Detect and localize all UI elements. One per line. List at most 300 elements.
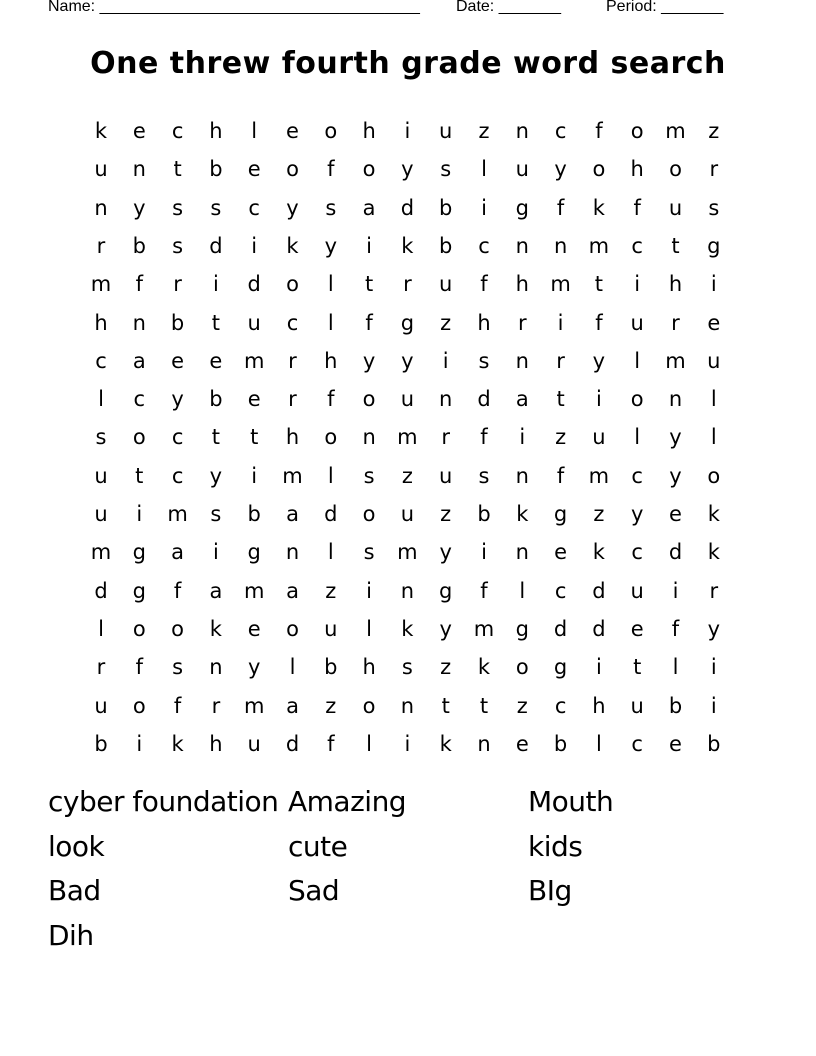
grid-letter[interactable]: z [440, 310, 452, 335]
word-list-item: look [48, 829, 105, 863]
grid-letter[interactable]: m [167, 502, 188, 526]
grid-letter[interactable]: l [327, 272, 334, 297]
grid-letter[interactable]: b [132, 233, 146, 258]
grid-letter[interactable]: r [709, 157, 719, 182]
grid-letter[interactable]: t [211, 310, 220, 335]
grid-letter[interactable]: m [397, 540, 418, 565]
grid-letter[interactable]: u [592, 425, 606, 450]
grid-letter[interactable]: g [439, 578, 453, 603]
grid-letter[interactable]: h [630, 157, 644, 182]
grid-letter[interactable]: u [94, 157, 108, 182]
grid-letter[interactable]: e [554, 540, 568, 565]
grid-letter[interactable]: k [707, 502, 720, 526]
grid-letter[interactable]: g [707, 233, 721, 258]
grid-letter[interactable]: y [554, 157, 567, 182]
grid-letter[interactable]: l [251, 119, 258, 143]
grid-letter[interactable]: y [592, 348, 606, 373]
grid-letter[interactable]: o [362, 502, 376, 526]
grid-letter[interactable]: e [286, 119, 299, 143]
grid-letter[interactable]: o [362, 693, 376, 718]
grid-letter[interactable]: i [404, 731, 411, 756]
grid-letter[interactable]: r [517, 310, 527, 335]
grid-letter[interactable]: z [325, 693, 337, 718]
grid-letter[interactable]: a [171, 540, 185, 565]
grid-letter[interactable]: e [247, 387, 261, 412]
grid-letter[interactable]: e [209, 348, 223, 373]
grid-letter[interactable]: u [439, 119, 453, 143]
grid-letter[interactable]: k [592, 540, 605, 565]
grid-letter[interactable]: t [594, 272, 603, 297]
grid-letter[interactable]: y [669, 425, 682, 450]
grid-letter[interactable]: i [519, 425, 526, 450]
grid-letter[interactable]: n [132, 310, 146, 335]
grid-letter[interactable]: t [633, 655, 642, 680]
grid-letter[interactable]: c [133, 387, 146, 412]
grid-letter[interactable]: d [668, 540, 683, 565]
grid-letter[interactable]: z [478, 119, 490, 143]
grid-letter[interactable]: c [554, 693, 567, 718]
grid-letter[interactable]: e [247, 616, 261, 641]
grid-letter[interactable]: b [439, 195, 453, 220]
period-field[interactable]: Period: _______ [606, 0, 724, 15]
grid-letter[interactable]: n [285, 540, 300, 565]
word-list-item: cyber foundation [48, 785, 279, 818]
grid-letter[interactable]: f [480, 425, 488, 450]
grid-letter[interactable]: r [96, 233, 106, 258]
grid-letter[interactable]: l [634, 348, 641, 373]
grid-letter[interactable]: n [515, 233, 529, 258]
grid-letter[interactable]: g [553, 655, 568, 680]
grid-letter[interactable]: u [668, 195, 683, 220]
grid-letter[interactable]: m [243, 348, 265, 373]
grid-letter[interactable]: u [515, 157, 529, 182]
grid-letter[interactable]: c [631, 540, 643, 565]
grid-letter[interactable]: o [707, 463, 721, 488]
grid-letter[interactable]: l [519, 578, 526, 603]
grid-letter[interactable]: n [515, 119, 529, 143]
grid-letter[interactable]: b [209, 157, 223, 182]
grid-letter[interactable]: l [366, 616, 373, 641]
grid-letter[interactable]: h [515, 272, 529, 297]
grid-letter[interactable]: y [669, 463, 682, 488]
grid-letter[interactable]: f [173, 693, 182, 718]
grid-letter[interactable]: d [553, 616, 568, 641]
grid-letter[interactable]: f [671, 616, 680, 641]
grid-letter[interactable]: h [362, 655, 376, 680]
grid-letter[interactable]: a [515, 387, 529, 412]
grid-letter[interactable]: f [327, 157, 335, 182]
grid-letter[interactable]: s [478, 463, 490, 488]
grid-letter[interactable]: l [710, 387, 717, 412]
grid-letter[interactable]: n [668, 387, 683, 412]
grid-letter[interactable]: i [710, 655, 717, 680]
grid-letter[interactable]: d [247, 272, 261, 297]
grid-letter[interactable]: o [171, 616, 185, 641]
grid-letter[interactable]: h [477, 310, 491, 335]
grid-letter[interactable]: u [94, 693, 108, 718]
word-list-item: Mouth [528, 785, 614, 818]
grid-letter[interactable]: k [209, 616, 222, 641]
grid-letter[interactable]: t [364, 272, 374, 297]
grid-letter[interactable]: a [286, 693, 299, 718]
grid-letter[interactable]: c [631, 731, 643, 756]
grid-letter[interactable]: i [710, 272, 717, 297]
grid-letter[interactable]: l [289, 655, 296, 680]
grid-letter[interactable]: u [247, 310, 261, 335]
grid-letter[interactable]: c [248, 195, 260, 220]
grid-letter[interactable]: g [400, 310, 415, 335]
grid-letter[interactable]: r [288, 348, 297, 373]
grid-letter[interactable]: u [439, 463, 453, 488]
grid-letter[interactable]: t [211, 425, 220, 450]
student-info-header [48, 0, 748, 20]
grid-letter[interactable]: o [286, 272, 299, 297]
grid-letter[interactable]: s [478, 348, 490, 373]
grid-letter[interactable]: y [439, 540, 452, 565]
grid-letter[interactable]: k [592, 195, 605, 220]
grid-letter[interactable]: h [285, 425, 300, 450]
grid-letter[interactable]: l [327, 540, 334, 565]
grid-letter[interactable]: y [707, 616, 721, 641]
grid-letter[interactable]: d [400, 195, 415, 220]
grid-letter[interactable]: i [366, 578, 373, 603]
grid-letter[interactable]: e [707, 310, 721, 335]
grid-letter[interactable]: e [132, 119, 146, 143]
grid-letter[interactable]: z [401, 463, 413, 488]
grid-letter[interactable]: s [363, 463, 375, 488]
grid-letter[interactable]: n [132, 157, 146, 182]
grid-letter[interactable]: h [324, 348, 338, 373]
grid-letter[interactable]: u [630, 578, 644, 603]
grid-letter[interactable]: g [132, 578, 146, 603]
grid-letter[interactable]: f [327, 387, 335, 412]
grid-letter[interactable]: m [243, 578, 265, 603]
grid-letter[interactable]: m [588, 463, 610, 488]
grid-letter[interactable]: a [286, 578, 299, 603]
grid-letter[interactable]: z [516, 693, 528, 718]
grid-letter[interactable]: z [593, 502, 605, 526]
grid-letter[interactable]: r [288, 387, 297, 412]
grid-letter[interactable]: u [247, 731, 261, 756]
grid-letter[interactable]: o [592, 157, 606, 182]
grid-letter[interactable]: o [324, 119, 338, 143]
word-list-item: Dih [48, 918, 94, 952]
grid-letter[interactable]: y [362, 348, 376, 373]
grid-letter[interactable]: f [595, 119, 603, 143]
grid-letter[interactable]: l [710, 425, 717, 450]
grid-letter[interactable]: h [94, 310, 108, 335]
grid-letter[interactable]: b [247, 502, 261, 526]
grid-letter[interactable]: y [209, 463, 223, 488]
grid-letter[interactable]: h [592, 693, 606, 718]
grid-letter[interactable]: g [247, 540, 261, 565]
grid-letter[interactable]: e [669, 502, 682, 526]
grid-letter[interactable]: n [400, 693, 415, 718]
grid-letter[interactable]: m [550, 272, 571, 297]
grid-letter[interactable]: m [473, 616, 495, 641]
grid-letter[interactable]: d [592, 578, 606, 603]
grid-letter[interactable]: s [401, 655, 413, 680]
grid-letter[interactable]: i [557, 310, 564, 335]
grid-letter[interactable]: a [362, 195, 376, 220]
grid-letter[interactable]: r [556, 348, 565, 373]
grid-letter[interactable]: l [98, 616, 104, 641]
grid-letter[interactable]: s [172, 195, 184, 220]
grid-letter[interactable]: a [132, 348, 146, 373]
grid-letter[interactable]: d [285, 731, 300, 756]
grid-letter[interactable]: o [630, 387, 644, 412]
grid-letter[interactable]: b [324, 655, 338, 680]
grid-letter[interactable]: e [171, 348, 185, 373]
grid-letter[interactable]: t [441, 693, 450, 718]
grid-letter[interactable]: n [400, 578, 415, 603]
grid-letter[interactable]: b [477, 502, 491, 526]
grid-letter[interactable]: g [515, 195, 529, 220]
grid-letter[interactable]: s [172, 655, 184, 680]
grid-letter[interactable]: f [633, 195, 641, 220]
grid-letter[interactable]: b [707, 731, 721, 756]
grid-letter[interactable]: u [94, 463, 108, 488]
grid-letter[interactable]: b [553, 731, 568, 756]
grid-letter[interactable]: y [324, 233, 338, 258]
grid-letter[interactable]: t [556, 387, 565, 412]
grid-letter[interactable]: r [96, 655, 106, 680]
grid-letter[interactable]: f [595, 310, 603, 335]
grid-letter[interactable]: o [515, 655, 529, 680]
grid-letter[interactable]: s [440, 157, 452, 182]
grid-letter[interactable]: l [595, 731, 602, 756]
grid-letter[interactable]: i [481, 195, 487, 220]
grid-letter[interactable]: i [212, 272, 219, 297]
grid-letter[interactable]: g [515, 616, 529, 641]
grid-letter[interactable]: s [95, 425, 107, 450]
grid-letter[interactable]: r [441, 425, 450, 450]
grid-letter[interactable]: n [515, 540, 529, 565]
grid-letter[interactable]: f [480, 272, 488, 297]
grid-letter[interactable]: r [403, 272, 412, 297]
grid-letter[interactable]: a [209, 578, 223, 603]
grid-letter[interactable]: t [135, 463, 144, 488]
grid-letter[interactable]: t [250, 425, 259, 450]
grid-letter[interactable]: c [286, 310, 299, 335]
grid-letter[interactable]: c [95, 348, 107, 373]
grid-letter[interactable]: l [672, 655, 679, 680]
date-field[interactable]: Date: _______ [456, 0, 561, 15]
grid-letter[interactable]: m [665, 348, 686, 373]
grid-letter[interactable]: l [327, 310, 334, 335]
grid-letter[interactable]: z [440, 502, 452, 526]
grid-letter[interactable]: u [94, 502, 108, 526]
grid-letter[interactable]: c [631, 463, 643, 488]
grid-letter[interactable]: n [515, 348, 529, 373]
grid-letter[interactable]: u [707, 348, 721, 373]
grid-letter[interactable]: b [668, 693, 683, 718]
grid-letter[interactable]: y [401, 157, 414, 182]
grid-letter[interactable]: o [630, 119, 644, 143]
grid-letter[interactable]: r [173, 272, 182, 297]
grid-letter[interactable]: s [210, 195, 222, 220]
grid-letter[interactable]: i [634, 272, 641, 297]
grid-letter[interactable]: k [439, 731, 452, 756]
word-list-item: Amazing [288, 785, 407, 818]
grid-letter[interactable]: o [132, 693, 146, 718]
grid-letter[interactable]: b [209, 387, 223, 412]
grid-letter[interactable]: u [324, 616, 338, 641]
grid-letter[interactable]: l [366, 731, 373, 756]
grid-letter[interactable]: s [325, 195, 337, 220]
grid-letter[interactable]: m [282, 463, 303, 488]
grid-letter[interactable]: k [94, 119, 108, 143]
grid-letter[interactable]: k [707, 540, 720, 565]
grid-letter[interactable]: c [171, 119, 184, 143]
grid-letter[interactable]: l [481, 157, 487, 182]
grid-letter[interactable]: y [171, 387, 184, 412]
grid-letter[interactable]: d [94, 578, 108, 603]
grid-letter[interactable]: i [442, 348, 449, 373]
grid-letter[interactable]: i [251, 463, 258, 488]
grid-letter[interactable]: i [672, 578, 679, 603]
grid-letter[interactable]: t [671, 233, 680, 258]
grid-letter[interactable]: g [132, 540, 146, 565]
grid-letter[interactable]: u [630, 310, 644, 335]
grid-letter[interactable]: c [478, 233, 490, 258]
word-list-item: Bad [48, 874, 101, 907]
grid-letter[interactable]: d [592, 616, 606, 641]
grid-letter[interactable]: h [362, 119, 376, 143]
grid-letter[interactable]: t [479, 693, 489, 718]
grid-letter[interactable]: r [709, 578, 719, 603]
grid-letter[interactable]: n [94, 195, 108, 220]
grid-letter[interactable]: f [556, 195, 565, 220]
grid-letter[interactable]: c [171, 425, 184, 450]
grid-letter[interactable]: c [631, 233, 643, 258]
grid-letter[interactable]: y [286, 195, 299, 220]
grid-letter[interactable]: y [439, 616, 452, 641]
grid-letter[interactable]: c [171, 463, 184, 488]
grid-letter[interactable]: e [669, 731, 682, 756]
grid-letter[interactable]: z [325, 578, 337, 603]
grid-letter[interactable]: i [251, 233, 258, 258]
grid-letter[interactable]: n [362, 425, 376, 450]
grid-letter[interactable]: s [172, 233, 184, 258]
grid-letter[interactable]: s [363, 540, 375, 565]
grid-letter[interactable]: b [439, 233, 453, 258]
grid-letter[interactable]: y [630, 502, 644, 526]
grid-letter[interactable]: h [209, 731, 223, 756]
grid-letter[interactable]: n [477, 731, 491, 756]
grid-letter[interactable]: e [247, 157, 261, 182]
grid-letter[interactable]: u [400, 502, 415, 526]
grid-letter[interactable]: n [553, 233, 568, 258]
grid-letter[interactable]: s [708, 195, 720, 220]
grid-letter[interactable]: t [173, 157, 182, 182]
grid-letter[interactable]: c [554, 119, 567, 143]
grid-letter[interactable]: e [515, 731, 529, 756]
grid-letter[interactable]: i [366, 233, 373, 258]
grid-letter[interactable]: u [630, 693, 644, 718]
grid-letter[interactable]: i [595, 387, 602, 412]
grid-letter[interactable]: i [136, 731, 143, 756]
grid-letter[interactable]: f [327, 731, 335, 756]
grid-letter[interactable]: f [135, 655, 143, 680]
grid-letter[interactable]: o [362, 387, 376, 412]
grid-letter[interactable]: o [132, 616, 146, 641]
grid-letter[interactable]: k [171, 731, 184, 756]
grid-letter[interactable]: d [209, 233, 223, 258]
grid-letter[interactable]: z [555, 425, 567, 450]
grid-letter[interactable]: r [671, 310, 680, 335]
grid-letter[interactable]: h [668, 272, 683, 297]
grid-letter[interactable]: m [243, 693, 265, 718]
grid-letter[interactable]: i [595, 655, 602, 680]
grid-letter[interactable]: e [630, 616, 644, 641]
grid-letter[interactable]: o [132, 425, 146, 450]
grid-letter[interactable]: m [90, 540, 112, 565]
grid-letter[interactable]: k [516, 502, 529, 526]
grid-letter[interactable]: o [324, 425, 338, 450]
grid-letter[interactable]: f [135, 272, 143, 297]
grid-letter[interactable]: m [90, 272, 112, 297]
grid-letter[interactable]: i [212, 540, 219, 565]
grid-letter[interactable]: d [477, 387, 491, 412]
grid-letter[interactable]: k [286, 233, 299, 258]
grid-letter[interactable]: g [553, 502, 568, 526]
grid-letter[interactable]: n [439, 387, 453, 412]
grid-letter[interactable]: f [365, 310, 373, 335]
grid-letter[interactable]: l [327, 463, 334, 488]
grid-letter[interactable]: f [480, 578, 488, 603]
grid-letter[interactable]: a [286, 502, 299, 526]
grid-letter[interactable]: y [247, 655, 261, 680]
grid-letter[interactable]: k [477, 655, 491, 680]
grid-letter[interactable]: c [554, 578, 567, 603]
grid-letter[interactable]: o [669, 157, 682, 182]
grid-letter[interactable]: u [400, 387, 415, 412]
grid-letter[interactable]: s [210, 502, 222, 526]
grid-letter[interactable]: i [710, 693, 717, 718]
grid-letter[interactable]: f [556, 463, 565, 488]
grid-letter[interactable]: l [634, 425, 641, 450]
grid-letter[interactable]: m [665, 119, 686, 143]
grid-letter[interactable]: r [211, 693, 221, 718]
grid-letter[interactable]: n [515, 463, 529, 488]
grid-letter[interactable]: m [397, 425, 418, 450]
name-field[interactable]: Name: ____________________________________ [48, 0, 420, 15]
grid-letter[interactable]: y [401, 348, 414, 373]
grid-letter[interactable]: i [404, 119, 411, 143]
grid-letter[interactable]: i [136, 502, 143, 526]
grid-letter[interactable]: n [209, 655, 223, 680]
grid-letter[interactable]: o [286, 157, 299, 182]
grid-letter[interactable]: d [324, 502, 338, 526]
grid-letter[interactable]: f [173, 578, 182, 603]
grid-letter[interactable]: b [170, 310, 185, 335]
grid-letter[interactable]: k [401, 233, 414, 258]
grid-letter[interactable]: y [133, 195, 146, 220]
grid-letter[interactable]: i [481, 540, 487, 565]
grid-letter[interactable]: z [440, 655, 452, 680]
grid-letter[interactable]: o [286, 616, 299, 641]
grid-letter[interactable]: h [209, 119, 223, 143]
grid-letter[interactable]: u [439, 272, 453, 297]
grid-letter[interactable]: o [362, 157, 376, 182]
grid-letter[interactable]: z [708, 119, 720, 143]
word-list-item: BIg [528, 874, 572, 907]
grid-letter[interactable]: k [401, 616, 414, 641]
grid-letter[interactable]: l [98, 387, 104, 412]
grid-letter[interactable]: b [94, 731, 108, 756]
grid-letter[interactable]: m [588, 233, 610, 258]
